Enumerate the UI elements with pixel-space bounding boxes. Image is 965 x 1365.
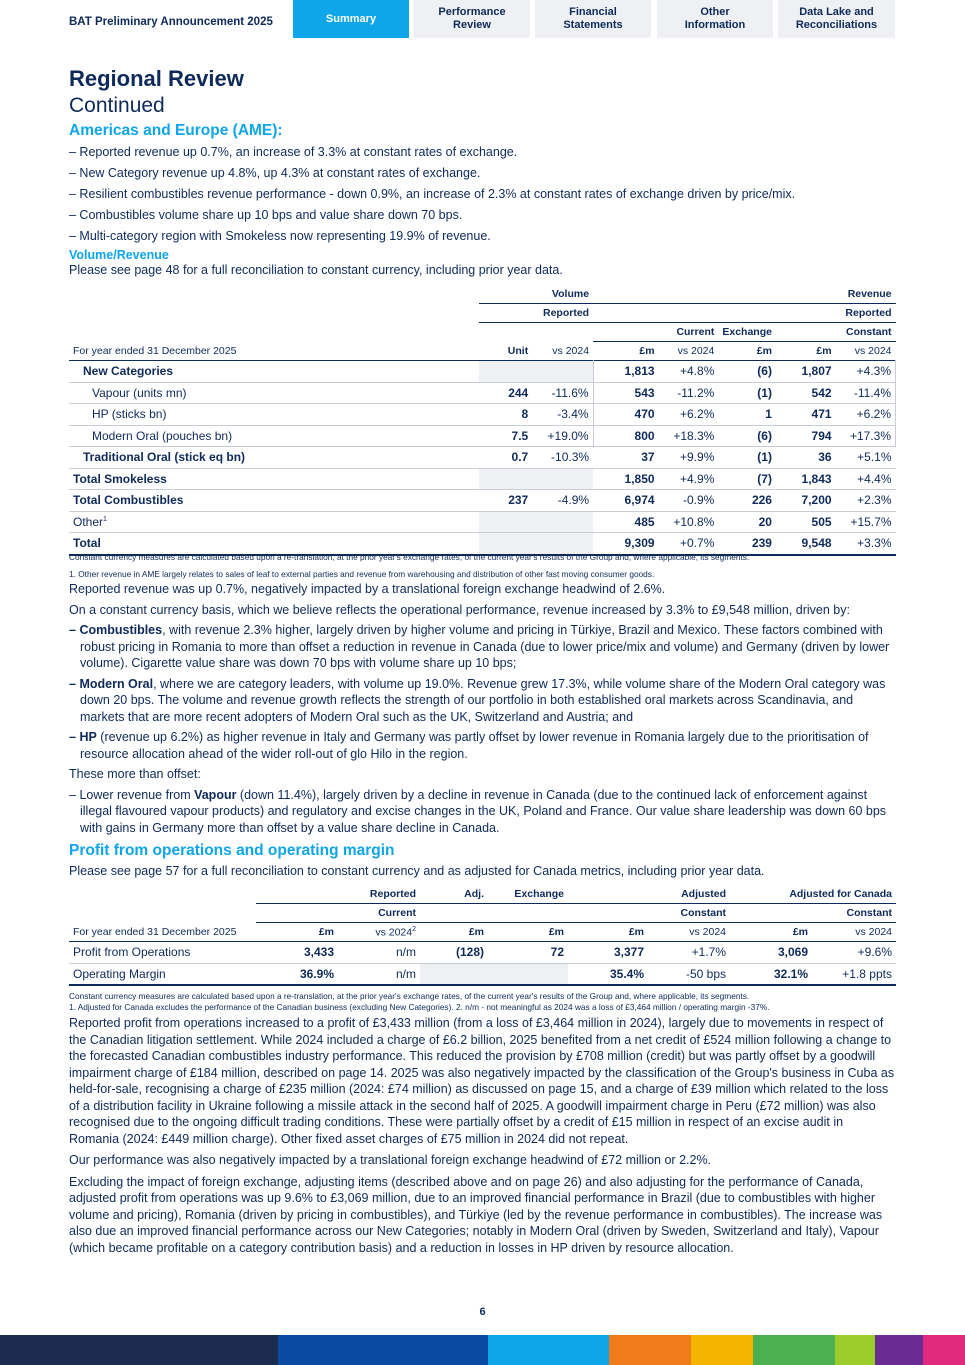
hdr-current: Current	[593, 323, 718, 342]
ame-bullet: – New Category revenue up 4.8%, up 4.3% at constant rates of exchange.	[69, 166, 481, 180]
hdr-constant: Constant	[568, 904, 730, 923]
profit-table: Reported Adj. Exchange Adjusted Adjusted for Canada Current Constant Constant For year ended 31 December 2025 £m vs 2024$^2$ £m £m £m vs 2024 £m vs 2024 Profit from Operations 3,433 n/m (128) 72 3,377 +1.7% 3,069 +9.6% Operating Margin 36.9% n/m 35.4% -50 bps 32.1% +1.8 ppts	[69, 885, 896, 986]
color-segment	[0, 1335, 278, 1365]
color-segment	[488, 1335, 609, 1365]
hdr-vs2024: vs 2024	[552, 344, 590, 357]
tab-data-lake[interactable]: Data Lake and Reconciliations	[778, 0, 895, 38]
top-navigation	[0, 0, 965, 40]
hdr-unit: Unit	[507, 344, 529, 357]
ame-bullet: – Combustibles volume share up 10 bps and value share down 70 bps.	[69, 208, 463, 222]
volume-revenue-intro: Please see page 48 for a full reconciliation to constant currency, including prior year data.	[69, 263, 563, 277]
hdr-exchange: Exchange	[718, 323, 776, 342]
hdr-gbp: £m	[816, 345, 832, 357]
color-segment	[691, 1335, 753, 1365]
hdr-adj: Adj.	[420, 885, 488, 904]
table-row: New Categories 1,813 +4.8% (6) 1,807 +4.3%	[69, 361, 896, 383]
hdr-revenue: Revenue	[836, 285, 896, 304]
paragraph: On a constant currency basis, which we believe reflects the operational performance, revenue increased by 3.3% to £9,548 million, driven by:	[69, 602, 850, 617]
paragraph: Reported profit from operations increased to a profit of £3,433 million (from a loss of £3,464 million in 2024), largely due to movements in respect of the Canadian litigation settlement. While 2024 included a charge of £6.2 billion, 2025 benefited from a net credit of £524 million following a change to the forecasted Canadian combustibles industry performance. This reduced the provision by £708 million (credit) but was partly offset by a goodwill impairment charge of £184 million, described on page 14. 2025 was also negatively impacted by the classification of the Group's business in Cuba as held-for-sale, recognising a charge of £235 million (2024: £74 million) as discussed on page 15, and a charge of £39 million which related to the loss of a distribution facility in Ukraine following a missile attack in the second half of 2025. A goodwill impairment charge in Peru (£72 million) was also recognised due to the ongoing difficult trading conditions. These were partially offset by a credit of £15 million in respect of an excise audit in Romania (2024: £449 million charge). Other fixed asset charges of £75 million in 2024 did not repeat.	[69, 1016, 895, 1146]
hdr-vs2024: vs 2024	[677, 345, 715, 357]
hdr-reported-revenue: Reported	[836, 304, 896, 323]
list-item: – Lower revenue from Vapour (down 11.4%), largely driven by a decline in revenue in Canada (due to the continued lack of enforcement against illegal flavoured vapour products) and regulatory and excise changes in the UK, Poland and France. Our value share leadership was down 60 bps with gains in Germany more than offset by a value share decline in Canada.	[69, 787, 887, 835]
hdr-constant: Constant	[776, 323, 896, 342]
tab-performance-review[interactable]: Performance Review	[414, 0, 530, 38]
tab-other-information[interactable]: Other Information	[657, 0, 773, 38]
page-title: Regional Review	[69, 66, 244, 91]
table-row: Operating Margin 36.9% n/m 35.4% -50 bps 32.1% +1.8 ppts	[69, 963, 896, 985]
list-item: – HP (revenue up 6.2%) as higher revenue in Italy and Germany was partly offset by lower revenue in Romania largely due to the prioritisation of resource allocation ahead of the wider roll-out of glo Hilo in the region.	[69, 730, 869, 761]
table-row-total: Total 9,309 +0.7% 239 9,548 +3.3%	[69, 533, 896, 555]
page-number: 6	[479, 1306, 486, 1318]
hdr-reported: Reported	[532, 304, 593, 323]
hdr-vs2024: vs 2024	[854, 345, 892, 357]
color-segment	[923, 1335, 965, 1365]
volume-revenue-heading: Volume/Revenue	[69, 248, 169, 262]
color-segment	[875, 1335, 923, 1365]
table-row: Vapour (units mn) 244 -11.6% 543 -11.2% (1) 542 -11.4%	[69, 382, 896, 404]
list-item: – Combustibles, with revenue 2.3% higher, largely driven by higher volume and pricing in Türkiye, Brazil and Mexico. These factors combined with robust pricing in Romania to more than offset a reduction in revenue in Canada (due to lower price/mix and volume) and Germany (driven by lower volume). Cigarette value share was down 70 bps with volume share up 10 bps;	[69, 623, 890, 670]
footnote: 1. Other revenue in AME largely relates to sales of leaf to external parties and revenue from warehousing and distribution of other fast moving consumer goods.	[69, 569, 655, 579]
paragraph: These more than offset:	[69, 767, 201, 781]
color-segment	[753, 1335, 835, 1365]
ame-heading: Americas and Europe (AME):	[69, 122, 283, 139]
hdr-exchange: Exchange	[488, 885, 568, 904]
volume-revenue-table	[69, 285, 896, 556]
footer-color-bar	[0, 1335, 965, 1365]
paragraph: Excluding the impact of foreign exchange, adjusting items (described above and on page 26) and also adjusting for the performance of Canada, adjusted profit from operations was up 9.6% to £3,069 million, due to an improved financial performance in Brazil (due to combustibles with higher volume and pricing), Romania (driven by pricing in combustibles), and Türkiye (led by the revenue performance in combustibles). The increase was also due an improved financial performance across our New Categories; notably in Modern Oral (driven by Sweden, Switzerland and Italy), Vapour (which became profitable on a category contribution basis) and a reduction in losses in HP driven by resource allocation.	[69, 1174, 883, 1255]
paragraph: Reported revenue was up 0.7%, negatively impacted by a translational foreign exchange headwind of 2.6%.	[69, 582, 666, 596]
table-row: Profit from Operations 3,433 n/m (128) 72 3,377 +1.7% 3,069 +9.6%	[69, 942, 896, 964]
table-row: Total Combustibles 237 -4.9% 6,974 -0.9% 226 7,200 +2.3%	[69, 490, 896, 512]
hdr-adjusted: Adjusted	[568, 885, 730, 904]
table-row: HP (sticks bn) 8 -3.4% 470 +6.2% 1 471 +6.2%	[69, 404, 896, 426]
table-row: Total Smokeless 1,850 +4.9% (7) 1,843 +4.4%	[69, 468, 896, 490]
list-item: – Modern Oral, where we are category leaders, with volume up 19.0%. Revenue grew 17.3%, while volume share of the Modern Oral category was down 20 bps. The volume and revenue growth reflects the strength of our portfolio in both established oral markets across Scandinavia, and markets that are more recent adopters of Modern Oral such as the UK, Switzerland and Austria; and	[69, 676, 886, 724]
hdr-gbp: £m	[639, 345, 655, 357]
hdr-current: Current	[256, 904, 420, 923]
profit-heading: Profit from operations and operating margin	[69, 842, 395, 859]
profit-intro: Please see page 57 for a full reconciliation to constant currency and as adjusted for Canada metrics, including prior year data.	[69, 864, 765, 878]
hdr-adjusted-canada: Adjusted for Canada	[730, 885, 896, 904]
hdr-volume: Volume	[532, 285, 593, 304]
table-row: Other$^1$ 485 +10.8% 20 505 +15.7%	[69, 511, 896, 533]
table-row: Modern Oral (pouches bn) 7.5 +19.0% 800 +18.3% (6) 794 +17.3%	[69, 425, 896, 447]
paragraph: Our performance was also negatively impacted by a translational foreign exchange headwind of £72 million or 2.2%.	[69, 1153, 712, 1167]
color-segment	[609, 1335, 691, 1365]
color-segment	[278, 1335, 488, 1365]
hdr-period: For year ended 31 December 2025	[73, 925, 237, 938]
constant-currency-note: Constant currency measures are calculated based upon a re-translation, at the prior year's exchange rates, of the current year's results of the Group and, where applicable, its segments.	[69, 552, 750, 562]
constant-currency-note: Constant currency measures are calculated based upon a re-translation, at the prior year's exchange rates, of the current year's results of the Group and, where applicable, its segments.	[69, 991, 750, 1001]
ame-bullet: – Multi-category region with Smokeless now representing 19.9% of revenue.	[69, 229, 491, 243]
color-segment	[835, 1335, 875, 1365]
footnote: 1. Adjusted for Canada excludes the performance of the Canadian business (excluding New Categories). 2. n/m - not meaningful as 2024 was a loss of £3,464 million / operating margin -37%.	[69, 1002, 770, 1012]
page-subtitle: Continued	[69, 94, 165, 117]
table-row: Traditional Oral (stick eq bn) 0.7 -10.3% 37 +9.9% (1) 36 +5.1%	[69, 447, 896, 469]
tab-summary[interactable]: Summary	[293, 0, 409, 38]
brand-title: BAT Preliminary Announcement 2025	[69, 16, 273, 28]
hdr-reported: Reported	[256, 885, 420, 904]
ame-bullet: – Reported revenue up 0.7%, an increase of 3.3% at constant rates of exchange.	[69, 145, 518, 159]
tab-financial-statements[interactable]: Financial Statements	[535, 0, 651, 38]
hdr-period: For year ended 31 December 2025	[73, 344, 237, 357]
hdr-constant: Constant	[730, 904, 896, 923]
hdr-gbp: £m	[756, 345, 772, 357]
ame-bullet: – Resilient combustibles revenue performance - down 0.9%, an increase of 2.3% at constant rates of exchange driven by price/mix.	[69, 187, 796, 201]
